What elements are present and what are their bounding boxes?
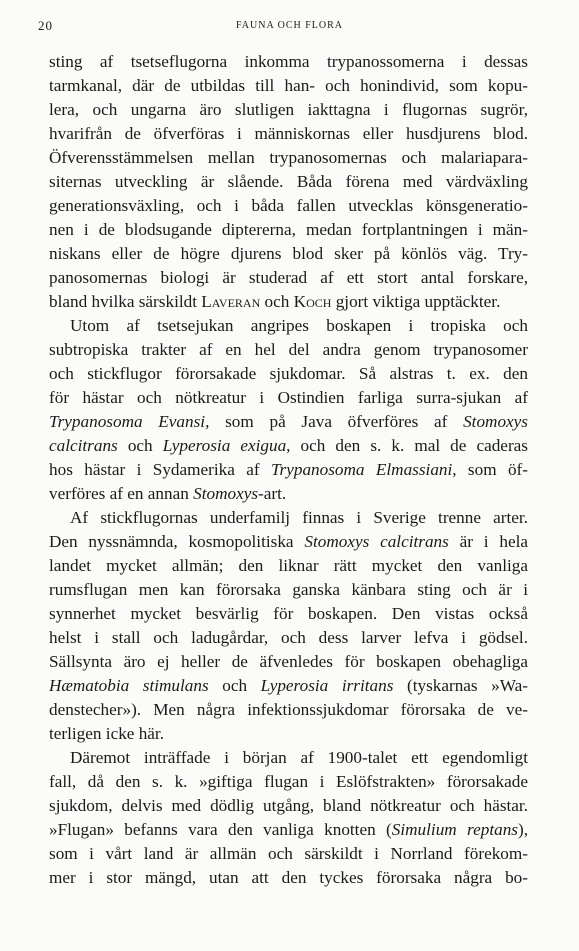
- page-header: [0, 18, 579, 38]
- text-segment: Sällsynta äro ej heller de äfvenledes för boskapen obehagliga: [49, 652, 528, 671]
- text-line: [49, 314, 528, 338]
- text-line: [49, 458, 528, 482]
- small-caps-name: Laveran: [201, 292, 261, 311]
- text-line: [49, 602, 528, 626]
- text-segment: subtropiska trakter af en hel del andra genom trypanosomer: [49, 340, 528, 359]
- text-line: [49, 98, 528, 122]
- text-segment: fall, då den s. k. »giftiga flugan i Eslöfstrakten» förorsakade: [49, 772, 528, 791]
- text-segment: niskans eller de högre djurens blod sker på könlös väg. Try-: [49, 244, 528, 263]
- text-segment: för hästar och nötkreatur i Ostindien farliga surra-sjukan af: [49, 388, 528, 407]
- italic-text: calcitrans: [49, 436, 118, 455]
- text-line: [49, 866, 528, 890]
- text-line: [49, 722, 528, 746]
- text-segment: Däremot inträffade i början af 1900-talet ett egendomligt: [70, 748, 528, 767]
- text-line: [49, 554, 528, 578]
- text-segment: terligen icke här.: [49, 724, 165, 743]
- text-line: [49, 290, 528, 314]
- text-segment: -art.: [258, 484, 287, 503]
- text-segment: (tyskarnas »Wa-: [393, 676, 528, 695]
- text-line: [49, 530, 528, 554]
- text-segment: och: [117, 436, 163, 455]
- text-line: [49, 146, 528, 170]
- italic-text: Trypanosoma Elmassiani,: [270, 460, 457, 479]
- text-segment: rumsflugan men kan förorsaka ganska känbara sting och är i: [49, 580, 528, 599]
- text-segment: och: [208, 676, 261, 695]
- text-segment: hos hästar i Sydamerika af: [49, 460, 271, 479]
- text-line: [49, 194, 528, 218]
- text-line: [49, 626, 528, 650]
- italic-text: Simulium reptans: [391, 820, 518, 839]
- text-line: [49, 338, 528, 362]
- text-line: [49, 242, 528, 266]
- text-segment: hvarifrån de öfverföras i människornas eller husdjurens blod.: [49, 124, 528, 143]
- italic-text: Stomoxys calcitrans: [304, 532, 449, 551]
- text-segment: Af stickflugornas underfamilj finnas i Sverige trenne arter.: [70, 508, 528, 527]
- italic-text: Lyperosia irritans: [260, 676, 394, 695]
- text-segment: som i vårt land är allmän och särskildt i Norrland förekom-: [49, 844, 528, 863]
- text-segment: Den nyssnämnda, kosmopolitiska: [49, 532, 305, 551]
- page-number: 20: [38, 18, 53, 33]
- text-segment: landet mycket allmän; den liknar rätt mycket den vanliga: [49, 556, 528, 575]
- text-segment: nen i de blodsugande diptererna, medan fortplantningen i män-: [49, 220, 528, 239]
- text-segment: siternas utveckling är slående. Båda förena med värdväxling: [49, 172, 528, 191]
- text-line: [49, 842, 528, 866]
- text-segment: och: [260, 292, 294, 311]
- text-segment: synnerhet mycket besvärlig för boskapen. Den vistas också: [49, 604, 528, 623]
- italic-text: Stomoxys: [463, 412, 528, 431]
- text-segment: Öfverensstämmelsen mellan trypanosomernas och malariapara-: [49, 148, 528, 167]
- text-line: [49, 434, 528, 458]
- text-segment: ),: [517, 820, 529, 839]
- text-segment: panosomernas biologi är studerad af ett stort antal forskare,: [49, 268, 528, 287]
- text-segment: sjukdom, delvis med dödlig utgång, bland nötkreatur och hästar.: [49, 796, 528, 815]
- text-line: [49, 266, 528, 290]
- italic-text: Stomoxys: [193, 484, 259, 503]
- text-segment: verföres af en annan: [49, 484, 194, 503]
- text-line: [49, 50, 528, 74]
- text-segment: är i hela: [448, 532, 528, 551]
- text-segment: mer i stor mängd, utan att den tyckes förorsaka några bo-: [49, 868, 528, 887]
- text-line: [49, 746, 528, 770]
- text-line: [49, 650, 528, 674]
- text-segment: tarmkanal, där de utbildas till han- och honindivid, som kopu-: [49, 76, 528, 95]
- text-segment: »Flugan» befanns vara den vanliga knotten (: [49, 820, 392, 839]
- text-segment: bland hvilka särskildt: [49, 292, 202, 311]
- text-segment: lera, och ungarna äro slutligen iakttagna i flugornas sugrör,: [49, 100, 528, 119]
- text-line: [49, 506, 528, 530]
- text-line: [49, 818, 528, 842]
- text-segment: gjort viktiga upptäckter.: [331, 292, 501, 311]
- text-segment: denstecher»). Men några infektionssjukdomar förorsaka de ve-: [49, 700, 528, 719]
- text-segment: Utom af tsetsejukan angripes boskapen i tropiska och: [70, 316, 528, 335]
- text-segment: generationsväxling, och i båda fallen utvecklas könsgeneratio-: [49, 196, 528, 215]
- text-line: [49, 674, 528, 698]
- text-segment: sting af tsetseflugorna inkomma trypanossomerna i dessas: [49, 52, 528, 71]
- italic-text: Trypanosoma Evansi,: [49, 412, 210, 431]
- text-line: [49, 482, 528, 506]
- text-segment: och stickflugor förorsakade sjukdomar. Så alstras t. ex. den: [49, 364, 528, 383]
- italic-text: Hæmatobia stimulans: [49, 676, 209, 695]
- text-line: [49, 410, 528, 434]
- text-line: [49, 794, 528, 818]
- text-segment: och den s. k. mal de caderas: [290, 436, 528, 455]
- text-line: [49, 122, 528, 146]
- text-line: [49, 770, 528, 794]
- text-segment: helst i stall och ladugårdar, och dess larver lefva i gödsel.: [49, 628, 528, 647]
- italic-text: Lyperosia exigua,: [162, 436, 291, 455]
- text-line: [49, 74, 528, 98]
- text-line: [49, 698, 528, 722]
- text-segment: som på Java öfverföres af: [209, 412, 464, 431]
- text-line: [49, 218, 528, 242]
- text-line: [49, 578, 528, 602]
- text-line: [49, 362, 528, 386]
- small-caps-name: Koch: [293, 292, 332, 311]
- text-line: [49, 386, 528, 410]
- body-text: [49, 50, 528, 890]
- running-title: FAUNA OCH FLORA: [235, 20, 344, 31]
- text-line: [49, 170, 528, 194]
- text-segment: som öf-: [456, 460, 528, 479]
